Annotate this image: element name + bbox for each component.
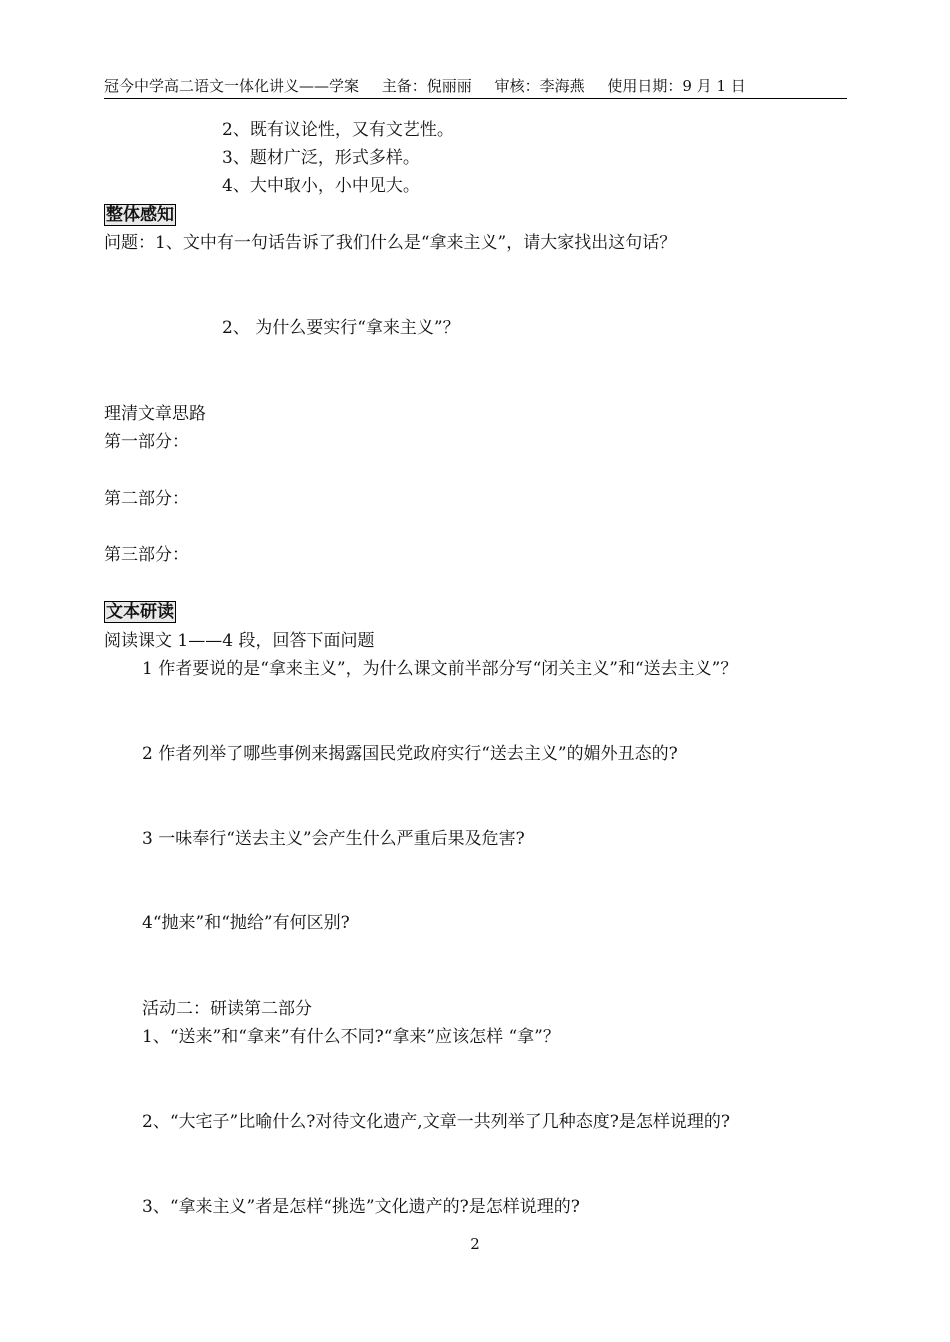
text-question-3: 3 一味奉行“送去主义”会产生什么严重后果及危害? [142,829,525,849]
overall-question-2: 2、 为什么要实行“拿来主义”？ [222,318,460,338]
section-heading-overall [104,204,176,226]
activity2-question-3: 3、“拿来主义”者是怎样“挑选”文化遗产的?是怎样说理的? [142,1197,580,1217]
text-question-4: 4“抛来”和“抛给”有何区别? [142,913,350,933]
text-question-2: 2 作者列举了哪些事例来揭露国民党政府实行“送去主义”的媚外丑态的? [142,744,678,764]
text-intro: 阅读课文 1——4 段，回答下面问题 [104,631,375,651]
header-reviewer: 审核：李海燕 [494,77,585,95]
text-question-1: 1 作者要说的是“拿来主义”，为什么课文前半部分写“闭关主义”和“送去主义”？ [142,659,738,679]
overall-question-1: 问题：1、文中有一句话告诉了我们什么是“拿来主义”，请大家找出这句话？ [104,233,677,253]
feature-item: 3、题材广泛，形式多样。 [222,148,420,168]
header-title: 冠今中学高二语文一体化讲义——学案 [104,77,360,95]
activity2-heading: 活动二：研读第二部分 [142,999,312,1019]
feature-item: 4、大中取小，小中见大。 [222,176,420,196]
page-number: 2 [470,1235,480,1253]
page-header [104,76,847,99]
section-heading-overall-label: 整体感知 [106,205,174,225]
activity2-question-2: 2、“大宅子”比喻什么?对待文化遗产,文章一共列举了几种态度?是怎样说理的? [142,1112,730,1132]
activity2-question-1: 1、“送来”和“拿来”有什么不同?“拿来”应该怎样 “拿”？ [142,1027,560,1047]
section-heading-text [104,601,176,623]
structure-heading: 理清文章思路 [104,404,206,424]
structure-part-1: 第一部分： [104,432,189,452]
structure-part-2: 第二部分： [104,489,189,509]
header-date: 使用日期：9 月 1 日 [607,77,746,95]
feature-item: 2、既有议论性，又有文艺性。 [222,120,454,140]
header-chief: 主备：倪丽丽 [381,77,472,95]
section-heading-text-label: 文本研读 [106,602,174,622]
structure-part-3: 第三部分： [104,545,189,565]
